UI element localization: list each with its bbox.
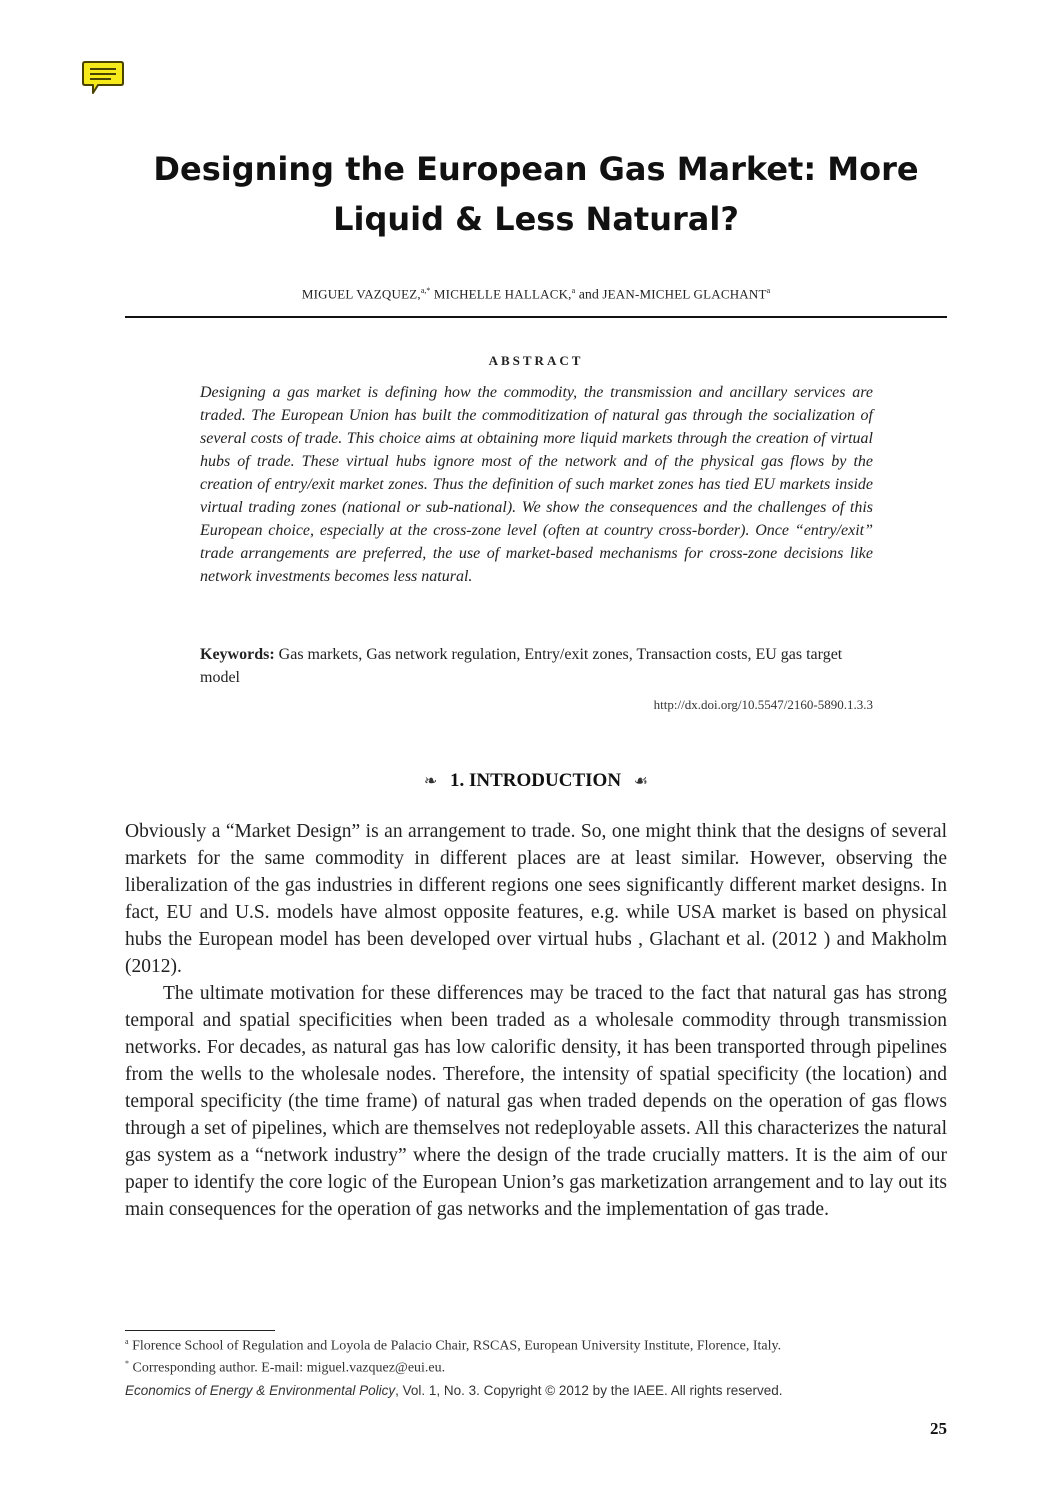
footnote-corresponding [125, 1359, 947, 1377]
journal-name: Economics of Energy & Environmental Policy [125, 1383, 396, 1398]
page-number: 25 [930, 1419, 947, 1438]
author-1-affiliation: a,* [420, 286, 431, 295]
author-3: JEAN-MICHEL GLACHANT [602, 286, 767, 302]
intro-paragraph-1: Obviously a “Market Design” is an arrangement to trade. So, one might think that the designs of several markets for the same commodity in different places are at least similar. However, observing the liberalization of the gas industries in different regions one sees significantly different market designs. In fact, EU and U.S. models have almost opposite features, e.g. while USA market is based on physical hubs the European model has been developed over virtual hubs , Glachant et al. (2012 ) and Makholm (2012). [125, 821, 947, 977]
ornament-left-icon: ❧ [423, 773, 438, 790]
author-2: MICHELLE HALLACK, [433, 286, 572, 302]
doi-link[interactable]: http://dx.doi.org/10.5547/2160-5890.1.3.3 [653, 697, 873, 712]
author-conjunction: and [578, 287, 599, 303]
ornament-right-icon: ☙ [633, 773, 649, 790]
comment-note-icon[interactable] [81, 59, 125, 97]
title-line-2: Liquid & Less Natural? [333, 200, 739, 238]
abstract-text: Designing a gas market is defining how the commodity, the transmission and ancillary services are traded. The European Union has built the commoditization of natural gas through the socialization of several costs of trade. This choice aims at obtaining more liquid markets through the creation of virtual hubs of trade. These virtual hubs ignore most of the network and of the physical gas flows by the creation of entry/exit market zones. Thus the definition of such market zones has tied EU markets inside virtual trading zones (national or sub-national). We show the consequences and the challenges of this European choice, especially at the cross-zone level (often at country cross-border). Once “entry/exit” trade arrangements are preferred, the use of market-based mechanisms for cross-zone decisions like network investments becomes less natural. [200, 384, 873, 585]
abstract-heading: ABSTRACT [488, 353, 584, 368]
keywords-list: Gas markets, Gas network regulation, Entry/exit zones, Transaction costs, EU gas target model [200, 646, 843, 686]
author-list [125, 286, 947, 304]
footnote-1-text: Florence School of Regulation and Loyola de Palacio Chair, RSCAS, European University Institute, Florence, Italy. [132, 1338, 782, 1354]
footnote-affiliation [125, 1337, 947, 1355]
journal-details: , Vol. 1, No. 3. Copyright © 2012 by the IAEE. All rights reserved. [395, 1383, 783, 1398]
author-1: MIGUEL VAZQUEZ, [301, 286, 421, 302]
author-2-affiliation: a [571, 286, 576, 295]
footnote-2-text: Corresponding author. E-mail: miguel.vazquez@eui.eu. [132, 1360, 446, 1376]
section-heading [125, 770, 947, 792]
paper-title [125, 144, 947, 244]
footnote-1-mark: a [125, 1337, 129, 1346]
author-3-affiliation: a [766, 286, 771, 295]
keywords [200, 643, 873, 689]
title-line-1: Designing the European Gas Market: More [153, 150, 919, 188]
keywords-label: Keywords: [200, 646, 275, 663]
intro-paragraph-2: The ultimate motivation for these differences may be traced to the fact that natural gas has strong temporal and spatial specificities when been traded as a wholesale commodity through transmission networks. For decades, as natural gas has low calorific density, it has been transported through pipelines from the wells to the wholesale nodes. Therefore, the intensity of spatial specificity (the location) and temporal specificity (the time frame) of natural gas when traded depends on the operation of gas flows through a set of pipelines, which are themselves not redeployable assets. All this characterizes the natural gas system as a “network industry” where the design of the trade crucially matters. It is the aim of our paper to identify the core logic of the European Union’s gas marketization arrangement and to lay out its main consequences for the operation of gas networks and the implementation of gas trade. [125, 983, 947, 1220]
footnote-2-mark: * [125, 1359, 129, 1368]
footnote-divider [125, 1330, 275, 1331]
journal-citation [125, 1383, 947, 1398]
header-divider [125, 316, 947, 318]
section-title: 1. INTRODUCTION [450, 770, 622, 791]
